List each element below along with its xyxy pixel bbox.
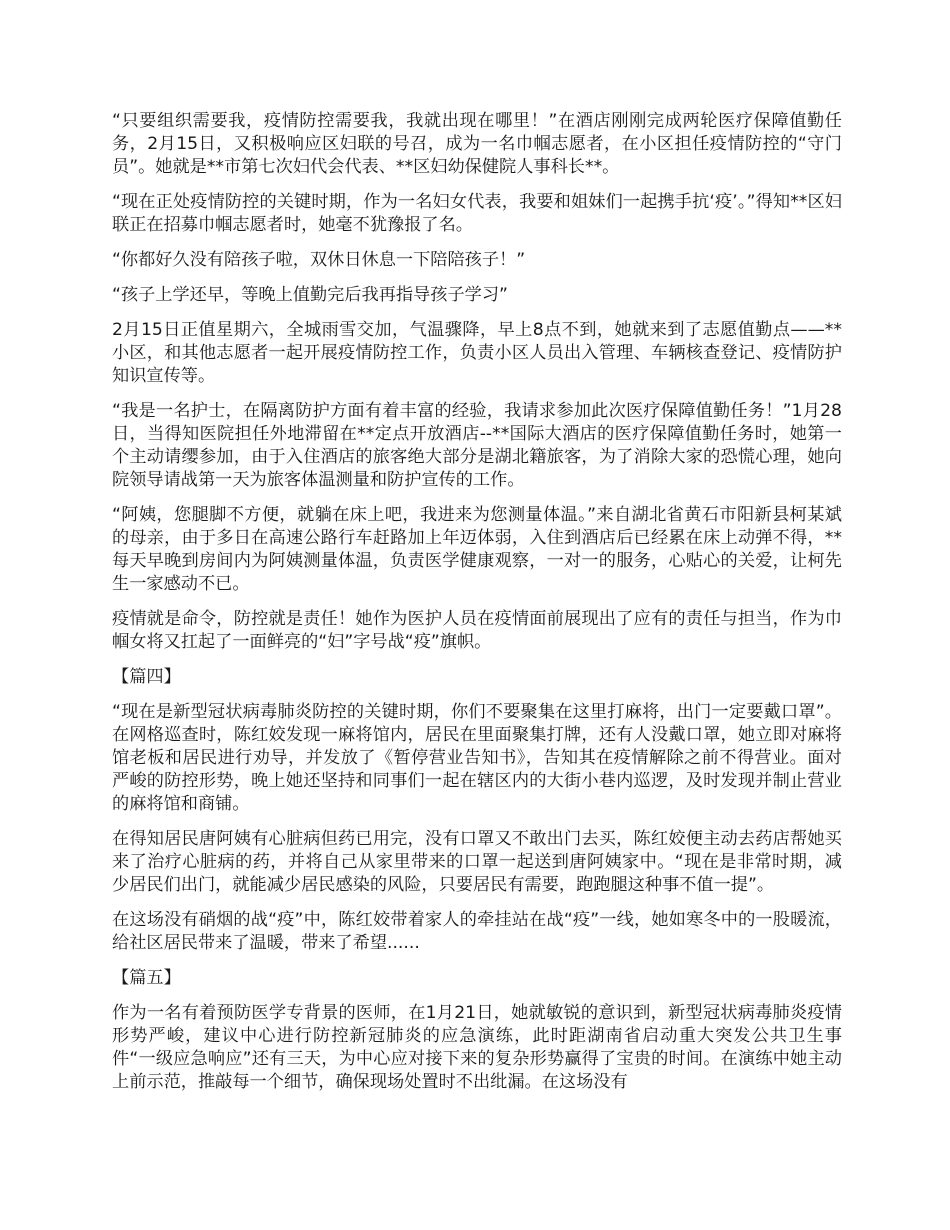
paragraph: “你都好久没有陪孩子啦，双休日休息一下陪陪孩子！” xyxy=(112,250,526,270)
paragraph: 在得知居民唐阿姨有心脏病但药已用完，没有口罩又不敢出门去买，陈红姣便主动去药店帮她买来了治疗心脏病的药，并将自己从家里带来的口罩一起送到唐阿姨家中。“现在是非常时期，减少居民们出门，就能减少居民感染的风险，只要居民有需要，跑跑腿这种事不值一提”。 xyxy=(112,829,842,895)
paragraph: “我是一名护士，在隔离防护方面有着丰富的经验，我请求参加此次医疗保障值勤任务！”1月28日，当得知医院担任外地滞留在**定点开放酒店--**国际大酒店的医疗保障值勤任务时，她第一个主动请缨参加，由于入住酒店的旅客绝大部分是湖北籍旅客，为了消除大家的恐慌心理，她向院领导请战第一天为旅客体温测量和防护宣传的工作。 xyxy=(112,401,842,490)
paragraph: 2月15日正值星期六，全城雨雪交加，气温骤降，早上8点不到，她就来到了志愿值勤点——**小区，和其他志愿者一起开展疫情防控工作，负责小区人员出入管理、车辆核查登记、疫情防护知识宣传等。 xyxy=(112,320,842,386)
section-heading: 【篇四】 xyxy=(112,667,181,687)
paragraph: 作为一名有着预防医学专背景的医师，在1月21日，她就敏锐的意识到，新型冠状病毒肺炎疫情形势严峻，建议中心进行防控新冠肺炎的应急演练，此时距湖南省启动重大突发公共卫生事件“一级应急响应”还有三天，为中心应对接下来的复杂形势赢得了宝贵的时间。在演练中她主动上前示范，推敲每一个细节，确保现场处置时不出纰漏。在这场没有 xyxy=(112,1003,842,1092)
paragraph: “现在是新型冠状病毒肺炎防控的关键时期，你们不要聚集在这里打麻将，出门一定要戴口罩”。在网格巡查时，陈红姣发现一麻将馆内，居民在里面聚集打牌，还有人没戴口罩，她立即对麻将馆老板和居民进行劝导，并发放了《暂停营业告知书》，告知其在疫情解除之前不得营业。面对严峻的防控形势，晚上她还坚持和同事们一起在辖区内的大街小巷内巡逻，及时发现并制止营业的麻将馆和商铺。 xyxy=(112,702,842,814)
paragraph: “现在正处疫情防控的关键时期，作为一名妇女代表，我要和姐妹们一起携手抗‘疫’。”得知**区妇联正在招募巾帼志愿者时，她毫不犹豫报了名。 xyxy=(112,192,842,235)
section-heading: 【篇五】 xyxy=(112,968,181,988)
document-page xyxy=(112,110,842,1106)
paragraph: “孩子上学还早，等晚上值勤完后我再指导孩子学习” xyxy=(112,285,508,305)
paragraph: “只要组织需要我，疫情防控需要我，我就出现在哪里！”在酒店刚刚完成两轮医疗保障值勤任务，2月15日，又积极响应区妇联的号召，成为一名巾帼志愿者，在小区担任疫情防控的“守门员”。她就是**市第七次妇代会代表、**区妇幼保健院人事科长**。 xyxy=(112,111,842,177)
paragraph: 在这场没有硝烟的战“疫”中，陈红姣带着家人的牵挂站在战“疫”一线，她如寒冬中的一股暖流，给社区居民带来了温暖，带来了希望...... xyxy=(112,910,842,953)
paragraph: “阿姨，您腿脚不方便，就躺在床上吧，我进来为您测量体温。”来自湖北省黄石市阳新县柯某斌的母亲，由于多日在高速公路行车赶路加上年迈体弱，入住到酒店后已经累在床上动弹不得，**每天早晚到房间内为阿姨测量体温，负责医学健康观察，一对一的服务，心贴心的关爱，让柯先生一家感动不已。 xyxy=(112,505,842,594)
paragraph: 疫情就是命令，防控就是责任！她作为医护人员在疫情面前展现出了应有的责任与担当，作为巾帼女将又扛起了一面鲜亮的“妇”字号战“疫”旗帜。 xyxy=(112,609,842,652)
